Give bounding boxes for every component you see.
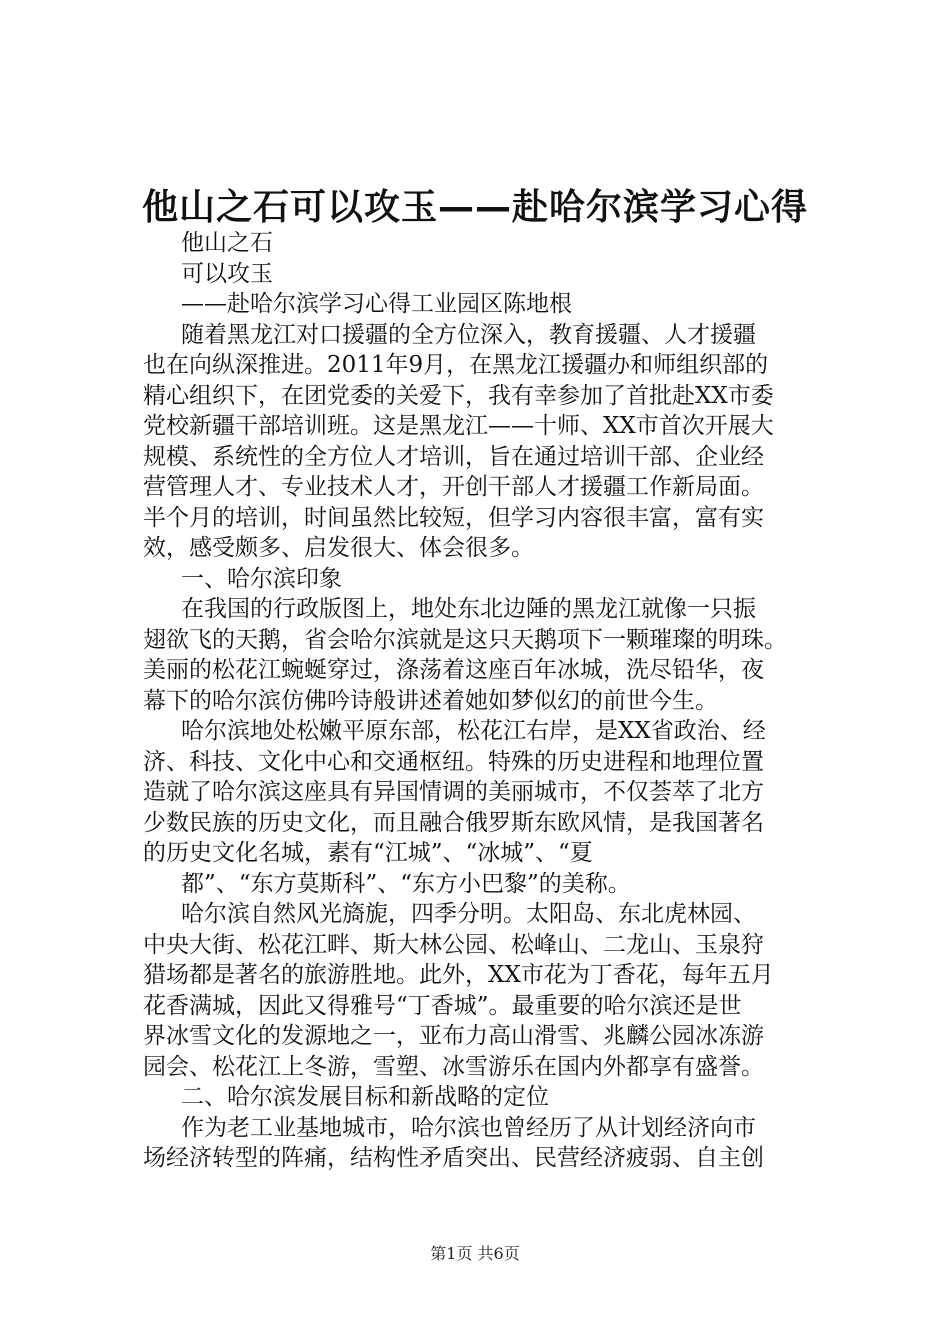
text-line: 场经济转型的阵痛，结构性矛盾突出、民营经济疲弱、自主创 [143, 1145, 764, 1171]
document-body [143, 228, 833, 1174]
text-line: 随着黑龙江对口援疆的全方位深入，教育援疆、人才援疆 [181, 321, 756, 348]
text-line: 中央大街、松花江畔、斯大林公园、松峰山、二龙山、玉泉狩 [143, 931, 764, 958]
text-line: 也在向纵深推进。2011年9月，在黑龙江援疆办和师组织部的 [143, 352, 769, 378]
text-line: 可以攻玉 [181, 260, 273, 287]
text-line: 规模、系统性的全方位人才培训，旨在通过培训干部、企业经 [143, 443, 764, 470]
text-line: 他山之石 [181, 230, 273, 256]
text-line: 都”、“东方莫斯科”、“东方小巴黎”的美称。 [181, 870, 631, 897]
text-line: 哈尔滨自然风光旖旎，四季分明。太阳岛、东北虎林园、 [181, 901, 756, 927]
text-line: 作为老工业基地城市，哈尔滨也曾经历了从计划经济向市 [181, 1114, 756, 1141]
text-line: 少数民族的历史文化，而且融合俄罗斯东欧风情，是我国著名 [143, 809, 764, 836]
text-line: 的历史文化名城，素有“江城”、“冰城”、“夏 [143, 840, 593, 866]
text-line: 一、哈尔滨印象 [181, 565, 342, 592]
text-line: 哈尔滨地处松嫩平原东部，松花江右岸，是XX省政治、经 [181, 718, 766, 744]
text-line: 效，感受颇多、启发很大、体会很多。 [143, 535, 534, 561]
document-title: 他山之石可以攻玉——赴哈尔滨学习心得 [141, 187, 808, 228]
text-line: 园会、松花江上冬游，雪塑、冰雪游乐在国内外都享有盛誉。 [143, 1053, 764, 1080]
text-line: 党校新疆干部培训班。这是黑龙江——十师、XX市首次开展大 [143, 413, 774, 439]
text-line: 济、科技、文化中心和交通枢纽。特殊的历史进程和地理位置 [143, 748, 764, 775]
text-line: 半个月的培训，时间虽然比较短，但学习内容很丰富，富有实 [143, 504, 764, 531]
text-line: 猎场都是著名的旅游胜地。此外，XX市花为丁香花，每年五月 [143, 962, 774, 988]
page-number-footer: 第1页 共6页 [430, 1244, 520, 1263]
text-line: 造就了哈尔滨这座具有异国情调的美丽城市，不仅荟萃了北方 [143, 779, 764, 805]
text-line: 在我国的行政版图上，地处东北边陲的黑龙江就像一只振 [181, 596, 756, 622]
text-line: 二、哈尔滨发展目标和新战略的定位 [181, 1084, 549, 1110]
text-line: 幕下的哈尔滨仿佛吟诗般讲述着她如梦似幻的前世今生。 [143, 687, 718, 714]
text-line: 花香满城，因此又得雅号“丁香城”。最重要的哈尔滨还是世 [143, 992, 742, 1019]
text-line: 界冰雪文化的发源地之一，亚布力高山滑雪、兆麟公园冰冻游 [143, 1023, 764, 1049]
text-line: 翅欲飞的天鹅，省会哈尔滨就是这只天鹅项下一颗璀璨的明珠。 [143, 626, 787, 653]
text-line: 精心组织下，在团党委的关爱下，我有幸参加了首批赴XX市委 [143, 382, 774, 409]
text-line: 营管理人才、专业技术人才，开创干部人才援疆工作新局面。 [143, 474, 764, 500]
text-line: 美丽的松花江蜿蜒穿过，涤荡着这座百年冰城，洗尽铅华，夜 [143, 657, 764, 683]
text-line: ——赴哈尔滨学习心得工业园区陈地根 [181, 291, 572, 317]
